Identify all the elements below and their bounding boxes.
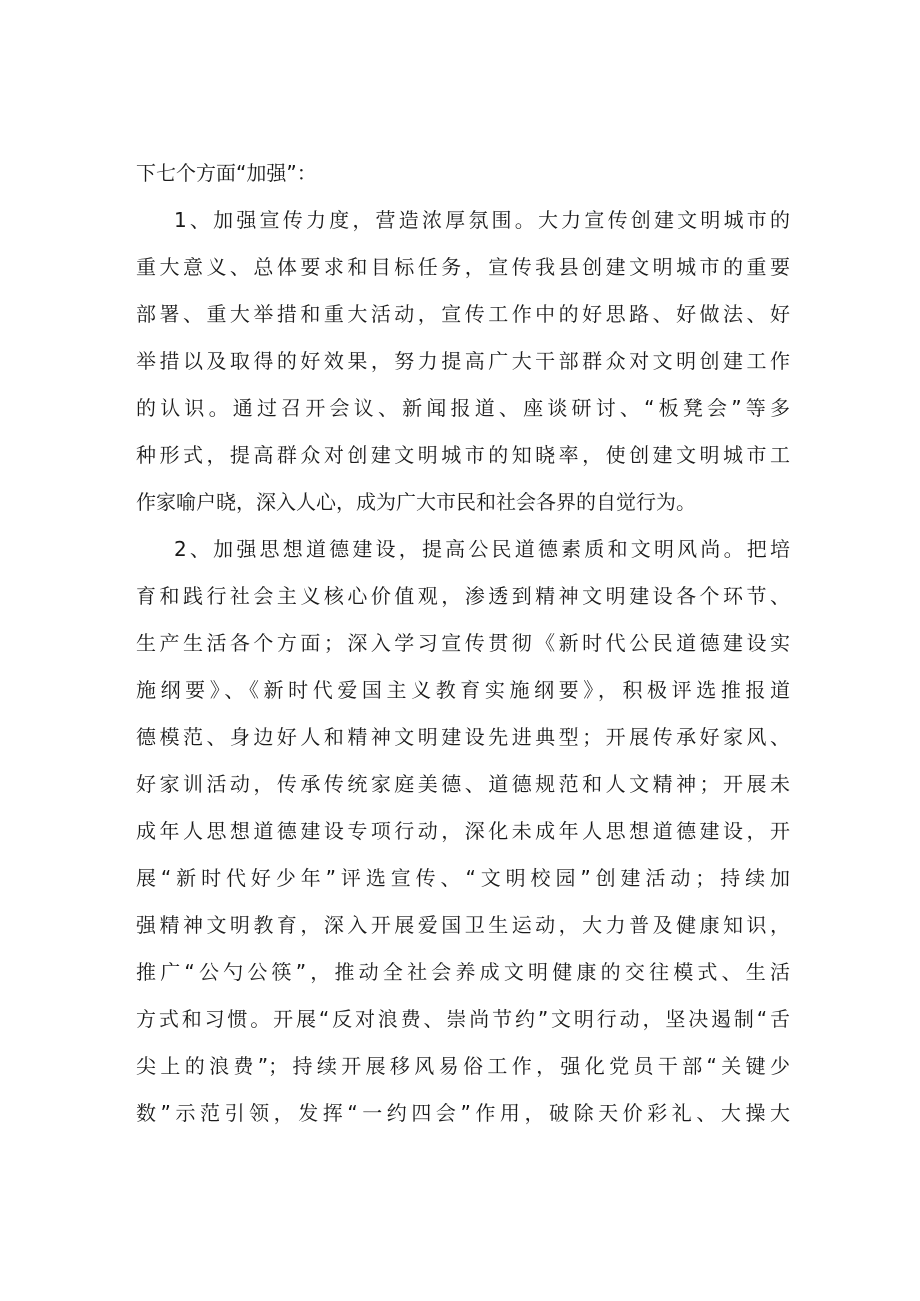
text-line: 施纲要》、《新时代爱国主义教育实施纲要》，积极评选推报道 xyxy=(136,678,790,702)
text-line: 成年人思想道德建设专项行动，深化未成年人思想道德建设，开 xyxy=(136,819,790,843)
text-line: 举措以及取得的好效果，努力提高广大干部群众对文明创建工作 xyxy=(136,349,790,373)
text-line: 展“新时代好少年”评选宣传、“文明校园”创建活动；持续加 xyxy=(136,866,790,890)
text-line: 德模范、身边好人和精神文明建设先进典型；开展传承好家风、 xyxy=(136,725,790,749)
text-line: 的认识。通过召开会议、新闻报道、座谈研讨、“板凳会”等多 xyxy=(136,396,790,420)
text-line: 种形式，提高群众对创建文明城市的知晓率，使创建文明城市工 xyxy=(136,443,790,467)
text-line: 方式和习惯。开展“反对浪费、崇尚节约”文明行动，坚决遏制“舌 xyxy=(136,1007,790,1031)
text-line: 生产生活各个方面；深入学习宣传贯彻《新时代公民道德建设实 xyxy=(136,631,790,655)
text-line: 下七个方面“加强”： xyxy=(136,161,317,185)
text-line: 作家喻户晓，深入人心，成为广大市民和社会各界的自觉行为。 xyxy=(136,490,696,514)
text-line: 强精神文明教育，深入开展爱国卫生运动，大力普及健康知识， xyxy=(136,913,790,937)
text-line: 重大意义、总体要求和目标任务，宣传我县创建文明城市的重要 xyxy=(136,255,790,279)
text-line: 育和践行社会主义核心价值观，渗透到精神文明建设各个环节、 xyxy=(136,584,790,608)
text-line: 2、加强思想道德建设，提高公民道德素质和文明风尚。把培 xyxy=(174,537,790,561)
text-line: 1、加强宣传力度，营造浓厚氛围。大力宣传创建文明城市的 xyxy=(174,208,790,232)
document-body xyxy=(136,150,790,1137)
text-line: 好家训活动，传承传统家庭美德、道德规范和人文精神；开展未 xyxy=(136,772,790,796)
text-line: 数”示范引领，发挥“一约四会”作用，破除天价彩礼、大操大 xyxy=(136,1101,790,1125)
text-line: 尖上的浪费”；持续开展移风易俗工作，强化党员干部“关键少 xyxy=(136,1054,790,1078)
text-line: 推广“公勺公筷”，推动全社会养成文明健康的交往模式、生活 xyxy=(136,960,790,984)
text-line: 部署、重大举措和重大活动，宣传工作中的好思路、好做法、好 xyxy=(136,302,790,326)
